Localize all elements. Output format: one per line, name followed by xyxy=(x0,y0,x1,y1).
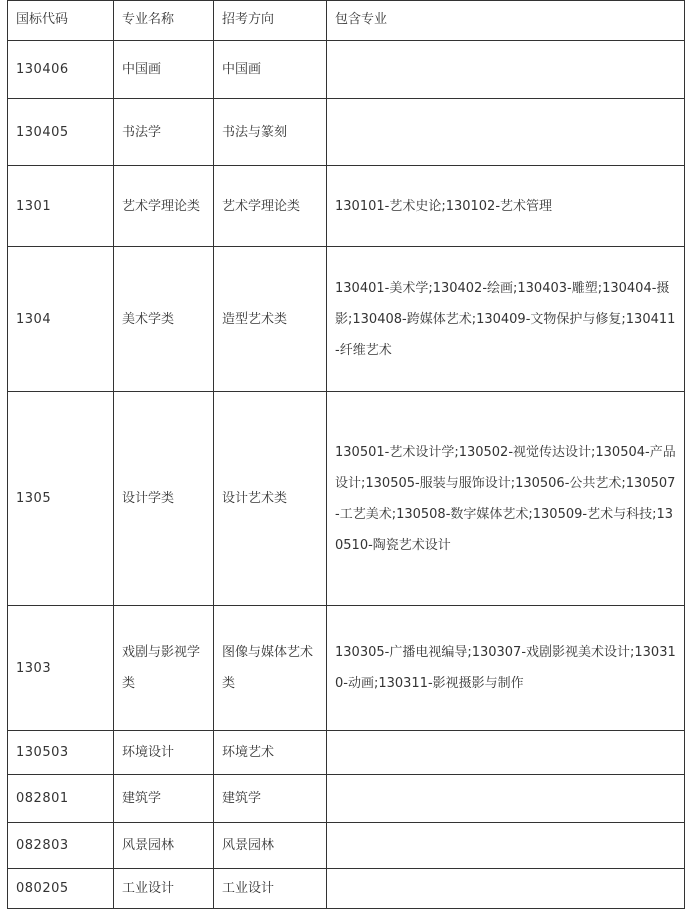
cell-code: 130405 xyxy=(8,99,114,166)
header-includes: 包含专业 xyxy=(327,1,685,41)
table-row xyxy=(8,247,685,392)
cell-includes xyxy=(327,869,685,909)
cell-direction: 环境艺术 xyxy=(214,731,327,775)
table-row xyxy=(8,775,685,823)
cell-direction: 中国画 xyxy=(214,41,327,99)
cell-includes: 130501-艺术设计学;130502-视觉传达设计;130504-产品设计;130505-服装与服饰设计;130506-公共艺术;130507-工艺美术;130508-数字媒体艺术;130509-艺术与科技;130510-陶瓷艺术设计 xyxy=(327,392,685,606)
cell-code: 082801 xyxy=(8,775,114,823)
cell-direction: 风景园林 xyxy=(214,823,327,869)
cell-name: 书法学 xyxy=(114,99,214,166)
cell-code: 1303 xyxy=(8,606,114,731)
cell-includes xyxy=(327,775,685,823)
cell-name: 中国画 xyxy=(114,41,214,99)
cell-code: 1301 xyxy=(8,166,114,247)
table-row xyxy=(8,41,685,99)
cell-includes xyxy=(327,731,685,775)
cell-code: 080205 xyxy=(8,869,114,909)
cell-name: 建筑学 xyxy=(114,775,214,823)
cell-includes xyxy=(327,823,685,869)
cell-direction: 造型艺术类 xyxy=(214,247,327,392)
cell-direction: 书法与篆刻 xyxy=(214,99,327,166)
table-row xyxy=(8,166,685,247)
cell-includes xyxy=(327,99,685,166)
table-header-row xyxy=(8,1,685,41)
header-direction: 招考方向 xyxy=(214,1,327,41)
cell-name: 美术学类 xyxy=(114,247,214,392)
cell-includes: 130401-美术学;130402-绘画;130403-雕塑;130404-摄影;130408-跨媒体艺术;130409-文物保护与修复;130411-纤维艺术 xyxy=(327,247,685,392)
table-row xyxy=(8,99,685,166)
majors-table xyxy=(7,0,685,909)
cell-includes: 130305-广播电视编导;130307-戏剧影视美术设计;130310-动画;130311-影视摄影与制作 xyxy=(327,606,685,731)
cell-name: 艺术学理论类 xyxy=(114,166,214,247)
cell-includes xyxy=(327,41,685,99)
cell-name: 戏剧与影视学类 xyxy=(114,606,214,731)
cell-direction: 艺术学理论类 xyxy=(214,166,327,247)
table-row xyxy=(8,392,685,606)
cell-name: 环境设计 xyxy=(114,731,214,775)
cell-code: 130406 xyxy=(8,41,114,99)
cell-code: 1305 xyxy=(8,392,114,606)
cell-direction: 建筑学 xyxy=(214,775,327,823)
cell-direction: 设计艺术类 xyxy=(214,392,327,606)
cell-direction: 工业设计 xyxy=(214,869,327,909)
header-name: 专业名称 xyxy=(114,1,214,41)
table-row xyxy=(8,606,685,731)
cell-includes: 130101-艺术史论;130102-艺术管理 xyxy=(327,166,685,247)
cell-code: 1304 xyxy=(8,247,114,392)
cell-name: 工业设计 xyxy=(114,869,214,909)
cell-direction: 图像与媒体艺术类 xyxy=(214,606,327,731)
table-row xyxy=(8,823,685,869)
cell-code: 130503 xyxy=(8,731,114,775)
cell-name: 设计学类 xyxy=(114,392,214,606)
cell-code: 082803 xyxy=(8,823,114,869)
table-row xyxy=(8,869,685,909)
header-code: 国标代码 xyxy=(8,1,114,41)
table-row xyxy=(8,731,685,775)
cell-name: 风景园林 xyxy=(114,823,214,869)
